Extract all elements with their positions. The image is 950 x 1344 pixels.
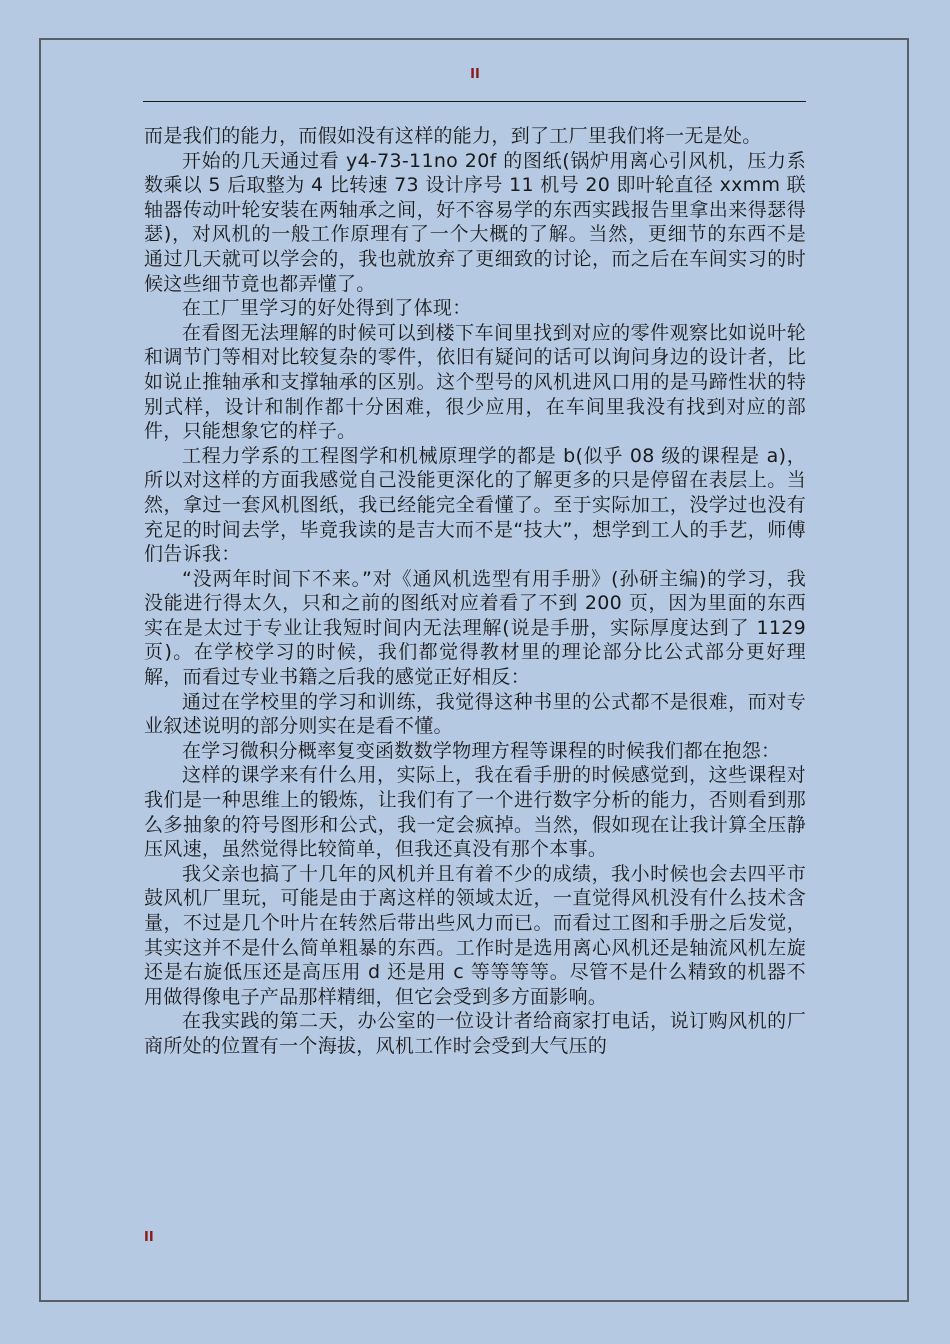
paragraph: 在学习微积分概率复变函数数学物理方程等课程的时候我们都在抱怨： xyxy=(182,739,781,762)
footer-page-mark: II xyxy=(144,1230,154,1245)
paragraph: 通过在学校里的学习和训练，我觉得这种书里的公式都不是很难，而对专业叙述说明的部分则实在是看不懂。 xyxy=(144,690,806,738)
paragraph: 在工厂里学习的好处得到了体现： xyxy=(182,297,472,320)
header-rule xyxy=(143,101,806,102)
paragraph: 在我实践的第二天，办公室的一位设计者给商家打电话，说订购风机的厂商所处的位置有一个海拔，风机工作时会受到大气压的 xyxy=(144,1010,806,1057)
paragraph: 而是我们的能力，而假如没有这样的能力，到了工厂里我们将一无是处。 xyxy=(144,125,762,147)
header-page-mark: II xyxy=(470,67,480,82)
paragraph: 开始的几天通过看 y4-73-11no 20f 的图纸(锅炉用离心引风机，压力系数乘以 5 后取整为 4 比转速 73 设计序号 11 机号 20 即叶轮直径 xxmm 联轴器传动叶轮安装在两轴承之间，好不容易学的东西实践报告里拿出来得瑟得瑟)，对风机的一般工作原理有了一个大概的了解。当然，更细节的东西不是通过几天就可以学会的，我也就放弃了更细致的讨论，而之后在车间实习的时候这些细节竟也都弄懂了。 xyxy=(144,149,806,295)
paragraph: “没两年时间下不来。”对《通风机选型有用手册》(孙研主编)的学习，我没能进行得太久，只和之前的图纸对应着看了不到 200 页，因为里面的东西实在是太过于专业让我短时间内无法理解(说是手册，实际厚度达到了 1129 页)。在学校学习的时候，我们都觉得教材里的理论部分比公式部分更好理解，而看过专业书籍之后我的感觉正好相反： xyxy=(144,567,806,689)
paragraph: 这样的课学来有什么用，实际上，我在看手册的时候感觉到，这些课程对我们是一种思维上的锻炼，让我们有了一个进行数字分析的能力，否则看到那么多抽象的符号图形和公式，我一定会疯掉。当然，假如现在让我计算全压静压风速，虽然觉得比较简单，但我还真没有那个本事。 xyxy=(144,764,806,861)
paragraph: 工程力学系的工程图学和机械原理学的都是 b(似乎 08 级的课程是 a)，所以对这样的方面我感觉自己没能更深化的了解更多的只是停留在表层上。当然，拿过一套风机图纸，我已经能完全看懂了。至于实际加工，没学过也没有充足的时间去学，毕竟我读的是吉大而不是“技大”，想学到工人的手艺，师傅们告诉我： xyxy=(144,444,806,566)
document-body xyxy=(144,124,806,1059)
paragraph: 我父亲也搞了十几年的风机并且有着不少的成绩，我小时候也会去四平市鼓风机厂里玩，可能是由于离这样的领域太近，一直觉得风机没有什么技术含量，不过是几个叶片在转然后带出些风力而已。而看过工图和手册之后发觉，其实这并不是什么简单粗暴的东西。工作时是选用离心风机还是轴流风机左旋还是右旋低压还是高压用 d 还是用 c 等等等等。尽管不是什么精致的机器不用做得像电子产品那样精细，但它会受到多方面影响。 xyxy=(144,862,806,1008)
paragraph: 在看图无法理解的时候可以到楼下车间里找到对应的零件观察比如说叶轮和调节门等相对比较复杂的零件，依旧有疑问的话可以询问身边的设计者，比如说止推轴承和支撑轴承的区别。这个型号的风机进风口用的是马蹄性状的特别式样，设计和制作都十分困难，很少应用，在车间里我没有找到对应的部件，只能想象它的样子。 xyxy=(144,321,806,443)
